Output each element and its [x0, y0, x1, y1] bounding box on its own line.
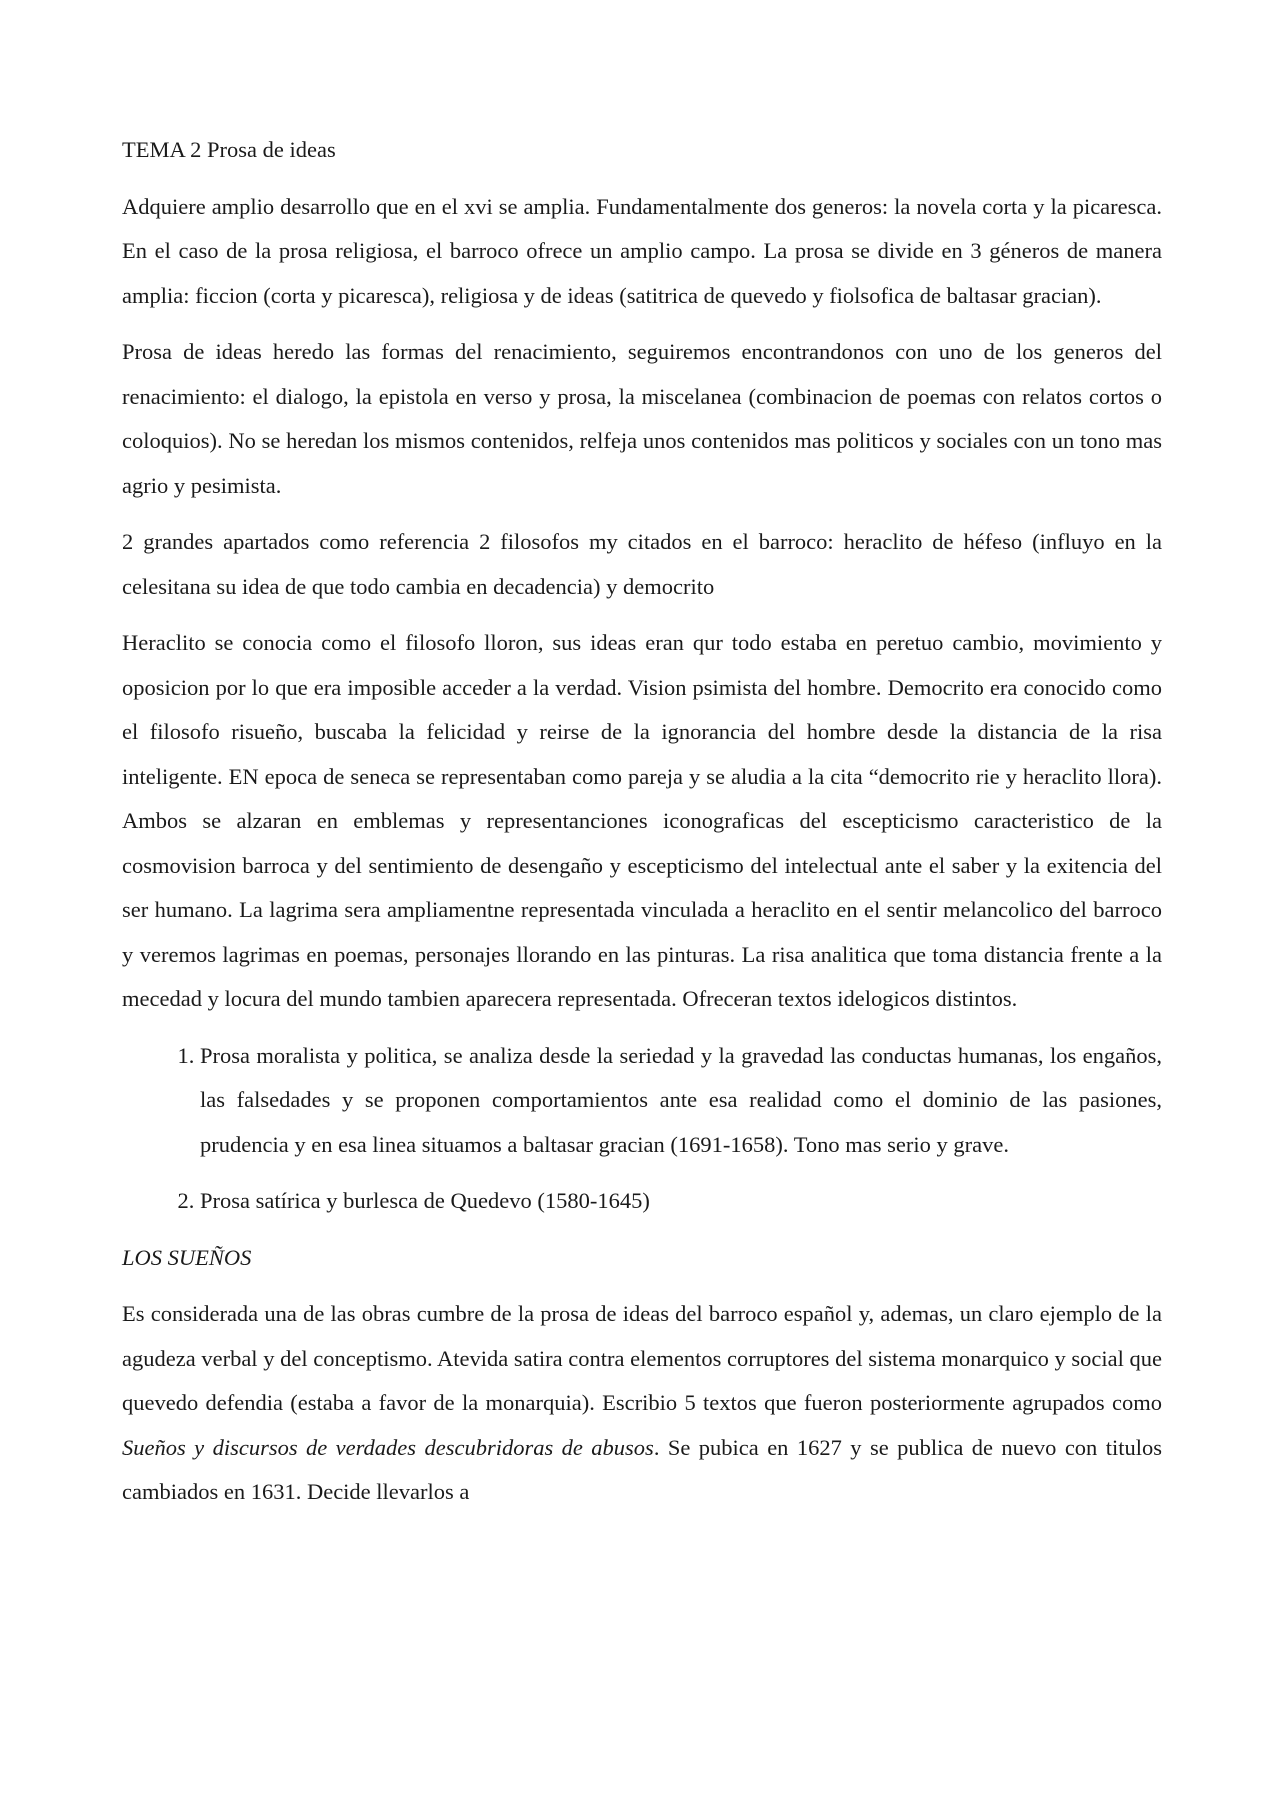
- document-page: [122, 128, 1162, 1527]
- list-item: 1. Prosa moralista y politica, se analiza desde la seriedad y la gravedad las conductas humanas, los engaños, las falsedades y se proponen comportamientos ante esa realidad como el dominio de las pasiones, prudencia y en esa linea situamos a baltasar gracian (1691-1658). Tono mas serio y grave.: [200, 1034, 1162, 1168]
- paragraph-filosofos: 2 grandes apartados como referencia 2 filosofos my citados en el barroco: heraclito de héfeso (influyo en la celesitana su idea de que todo cambia en decadencia) y democrito: [122, 529, 1162, 599]
- paragraph-text-part2: . Se pubica en 1627 y se publica de nuevo con titulos cambiados en 1631. Decide llevarlos a: [122, 1434, 1162, 1504]
- paragraph-heraclito-democrito: Heraclito se conocia como el filosofo lloron, sus ideas eran qur todo estaba en peretuo cambio, movimiento y oposicion por lo que era imposible acceder a la verdad. Vision psimista del hombre. Democrito era conocido como el filosofo risueño, buscaba la felicidad y reirse de la ignorancia del hombre desde la distancia de la risa inteligente. EN epoca de seneca se representaban como pareja y se aludia a la cita “democrito rie y heraclito llora). Ambos se alzaran en emblemas y representanciones iconograficas del escepticismo caracteristico de la cosmovision barroca y del sentimiento de desengaño y escepticismo del intelectual ante el saber y la exitencia del ser humano. La lagrima sera ampliamentne representada vinculada a heraclito en el sentir melancolico del barroco y veremos lagrimas en poemas, personajes llorando en las pinturas. La risa analitica que toma distancia frente a la mecedad y locura del mundo tambien aparecera representada. Ofreceran textos idelogicos distintos.: [122, 630, 1162, 1011]
- paragraph-intro: Adquiere amplio desarrollo que en el xvi se amplia. Fundamentalmente dos generos: la novela corta y la picaresca. En el caso de la prosa religiosa, el barroco ofrece un amplio campo. La prosa se divide en 3 géneros de manera amplia: ficcion (corta y picaresca), religiosa y de ideas (satitrica de quevedo y fiolsofica de baltasar gracian).: [122, 193, 1162, 308]
- paragraph-renacimiento: Prosa de ideas heredo las formas del renacimiento, seguiremos encontrandonos con uno de los generos del renacimiento: el dialogo, la epistola en verso y prosa, la miscelanea (combinacion de poemas con relatos cortos o coloquios). No se heredan los mismos contenidos, relfeja unos contenidos mas politicos y sociales con un tono mas agrio y pesimista.: [122, 339, 1162, 498]
- document-title: TEMA 2 Prosa de ideas: [122, 137, 336, 162]
- section-heading-los-suenos: LOS SUEÑOS: [122, 1244, 252, 1270]
- paragraph-text-part1: Es considerada una de las obras cumbre de la prosa de ideas del barroco español y, ademas, un claro ejemplo de la agudeza verbal y del conceptismo. Atevida satira contra elementos corruptores del sistema monarquico y social que quevedo defendia (estaba a favor de la monarquia). Escribio 5 textos que fueron posteriormente agrupados como: [122, 1301, 1162, 1415]
- list-item: 2. Prosa satírica y burlesca de Quedevo (1580-1645): [200, 1179, 1162, 1224]
- numbered-list: [122, 1034, 1162, 1224]
- work-title-italic: Sueños y discursos de verdades descubridoras de abusos: [122, 1434, 654, 1460]
- paragraph-los-suenos: [122, 1292, 1162, 1515]
